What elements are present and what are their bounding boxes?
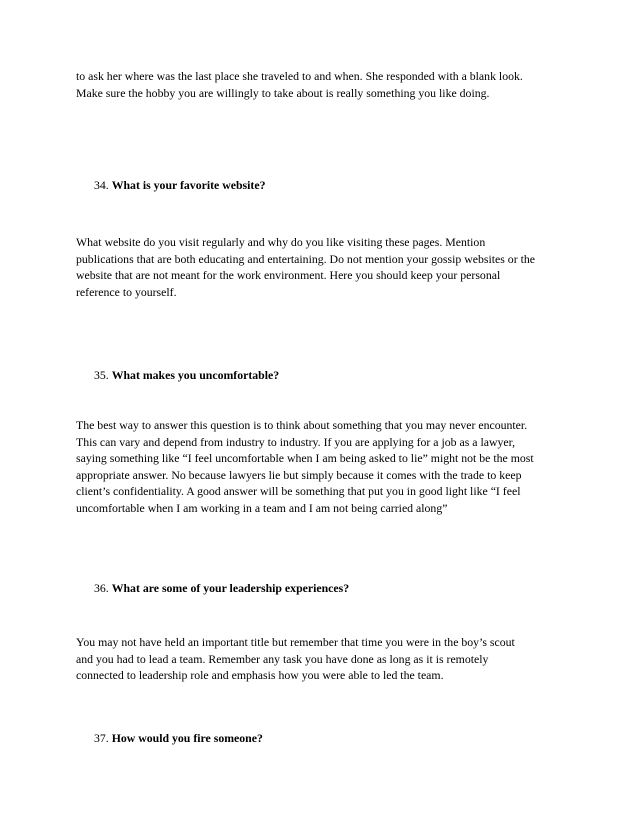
paragraph-line: This can vary and depend from industry to industry. If you are applying for a job as a lawyer,: [76, 434, 516, 449]
paragraph-line: and you had to lead a team. Remember any task you have done as long as it is remotely: [76, 651, 489, 666]
paragraph-line: Make sure the hobby you are willingly to take about is really something you like doing.: [76, 85, 490, 100]
paragraph-line: uncomfortable when I am working in a team and I am not being carried along”: [76, 500, 448, 515]
question-number: 34.: [94, 178, 109, 192]
paragraph-line: The best way to answer this question is to think about something that you may never encounter.: [76, 418, 528, 432]
question-text: What makes you uncomfortable?: [111, 368, 280, 382]
question-number: 35.: [94, 368, 109, 382]
paragraph-line: publications that are both educating and entertaining. Do not mention your gossip websites or the: [76, 251, 535, 266]
answer-35-paragraph: [76, 417, 576, 517]
question-text: How would you fire someone?: [111, 731, 263, 745]
question-35: [94, 367, 279, 383]
question-number: 36.: [94, 581, 109, 595]
question-text: What are some of your leadership experiences?: [111, 581, 350, 595]
question-number: 37.: [94, 731, 109, 745]
answer-36-paragraph: [76, 634, 576, 684]
paragraph-line: appropriate answer. No because lawyers lie but simply because it comes with the trade to keep: [76, 467, 522, 482]
paragraph-line: connected to leadership role and emphasis how you were able to led the team.: [76, 668, 444, 683]
paragraph-line: website that are not meant for the work environment. Here you should keep your personal: [76, 268, 501, 283]
question-37: [94, 730, 263, 746]
intro-paragraph: [76, 68, 576, 101]
paragraph-line: What website do you visit regularly and why do you like visiting these pages. Mention: [76, 235, 486, 249]
paragraph-line: saying something like “I feel uncomfortable when I am being asked to lie” might not be the most: [76, 451, 534, 466]
question-34: [94, 177, 265, 193]
paragraph-line: client’s confidentiality. A good answer will be something that put you in good light like “I feel: [76, 484, 521, 499]
paragraph-line: You may not have held an important title but remember that time you were in the boy’s scout: [76, 635, 515, 649]
question-text: What is your favorite website?: [111, 178, 266, 192]
paragraph-line: reference to yourself.: [76, 284, 177, 299]
paragraph-line: to ask her where was the last place she traveled to and when. She responded with a blank look.: [76, 69, 523, 83]
answer-34-paragraph: [76, 234, 576, 300]
question-36: [94, 580, 349, 596]
